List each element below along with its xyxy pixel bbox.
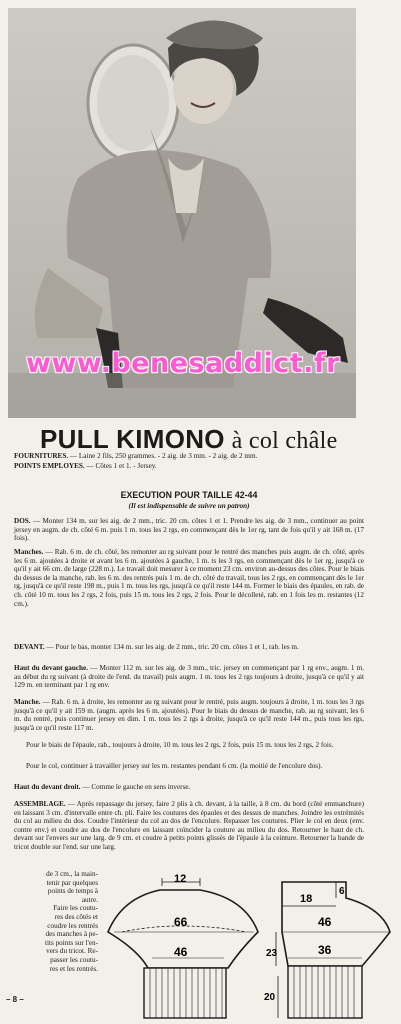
assemblage-continuation [14, 870, 98, 973]
patron-note: (Il est indispensable de suivre un patron) [128, 502, 250, 510]
manche-para [14, 698, 364, 732]
assemblage-line: des manches à pe- [45, 930, 98, 939]
points-label: POINTS EMPLOYES. [14, 462, 85, 470]
fournitures-text: — Laine 2 fils, 250 grammes. - 2 aig. de 3 mm. - 2 aig. de 2 mm. [68, 452, 258, 460]
assemblage-line: res et les rentrés. [49, 964, 98, 973]
fournitures-label: FOURNITURES. [14, 452, 69, 460]
pattern-diagram [100, 870, 396, 1020]
devant-para [14, 643, 364, 652]
assemblage-line: de 3 cm., la main- [46, 870, 98, 878]
haut-gauche-text: — Monter 112 m. sur les aig. de 3 mm., tric. jersey en commençant par 1 rg env., augm. 1 m. au début du rg suivant (à droite de l'end. du travail) puis augm. 1 m. tous les 2 rgs toujours à droite, jusqu'à ce qu'il y ait 129 m. en terminant par 1 rg env. [14, 664, 364, 690]
dim-rib-label: 20 [264, 992, 276, 1003]
dim-top-label: 12 [174, 873, 187, 885]
assemblage-line: res des côtés et [54, 912, 98, 921]
epaule-para: Pour le biais de l'épaule, rab., toujours à droite, 10 m. tous les 2 rgs, 2 fois, puis 15 m. tous les 2 rgs, 2 fois. [26, 741, 334, 749]
devant-label: DEVANT. [14, 643, 45, 651]
back-pattern [108, 873, 258, 1018]
dos-text: — Monter 134 m. sur les aig. de 2 mm., tric. 20 cm. côtes 1 et 1. Prendre les aig. de 3 mm., continuer au point jersey en augm. de ch. côté 6 m. puis 1 m. tous les 2 rgs, en commençant dès le 1er rg, tant de fois qu'il y ait 168 m. (17 fois). [14, 517, 364, 543]
points-para [14, 462, 364, 471]
manche-text: — Rab. 6 m. à droite, les remonter au rg suivant pour le rentré, puis augm. toujours à droite, 1 m. tous les 3 rgs jusqu'à ce qu'il y ait 159 m. (augm. après les 6 m. ajoutées). Pour le biais du dessus de manche, rab. au rg suivant, les 6 m. du rentré, puis continuer jersey en dim. 1 m. tous les 2 rgs à droite, jusqu'à ce qu'il reste 144 m., puis tous les rgs, jusqu'à ce qu'il reste 117 m. [14, 698, 364, 732]
execution-heading: EXECUTION POUR TAILLE 42-44 [120, 490, 258, 500]
fournitures-para [14, 452, 364, 461]
watermark-text: www.benesaddict.fr [26, 348, 340, 379]
manche-label: Manche. [14, 698, 41, 706]
assemblage-line: passer les coutu- [50, 955, 98, 964]
assemblage-line: points de temps à [47, 887, 98, 896]
assemblage-line: Faire les coutu- [53, 904, 98, 913]
assemblage-text: — Après repassage du jersey, faire 2 plis à ch. devant, à la taille, à 8 cm. du bord (côté emmanchure) en laissant 3 cm. d'intervalle entre ch. pli. Faire les coutures des épaules et des dessus de manches. Joindre les extrémités du col au milieu du dos. Coudre l'intérieur du col au dos de l'encolure. Repasser les coutures. Plier le col en deux (env. contre env.) et coudre au dos de l'encolure en laissant coïncider la couture au milieu du dos. Retourner le haut de ch. devant sur l'envers sur une larg. de 9 cm. et coudre à petits points glissés de l'épaule à la ceinture. Retourner la bande de tricot double sur l'end. sur une larg. [14, 800, 364, 851]
assemblage-line: tits points sur l'en- [44, 938, 98, 947]
assemblage-line: coudre les rentrés [47, 921, 98, 930]
dim-shoulder-label: 18 [300, 893, 313, 905]
dim-height-label: 23 [266, 948, 278, 959]
page-number: – 8 – [6, 995, 24, 1004]
dos-label: DOS. [14, 517, 31, 525]
title-rest: à col châle [231, 428, 338, 454]
dim-lower-label: 46 [174, 945, 188, 959]
page-title [40, 424, 338, 455]
haut-droit-para [14, 783, 364, 792]
col-para: Pour le col, continuer à travailler jersey sur les m. restantes pendant 6 cm. (la moitié de l'encolure dos). [26, 762, 323, 770]
points-text: — Côtes 1 et 1. - Jersey. [84, 462, 157, 470]
assemblage-line: autre. [81, 895, 98, 904]
assemblage-label: ASSEMBLAGE. [14, 800, 66, 808]
assemblage-line: vers du tricot. Re- [46, 947, 98, 956]
dim-width-label: 66 [174, 915, 188, 929]
haut-gauche-para [14, 664, 364, 690]
assemblage-line: tenir par quelques [46, 878, 98, 887]
devant-text: — Pour le bas, monter 134 m. sur les aig. de 2 mm., tric. 20 cm. côtes 1 et 1, rab. les m. [44, 643, 299, 651]
dim-neck-label: 6 [339, 886, 345, 897]
dim-front-width-label: 46 [318, 915, 332, 929]
haut-droit-text: — Comme le gauche en sens inverse. [80, 783, 191, 791]
manches-para [14, 548, 364, 608]
assemblage-para [14, 800, 364, 852]
haut-droit-label: Haut du devant droit. [14, 783, 81, 791]
manches-label: Manches. [14, 548, 44, 556]
manches-text: — Rab. 6 m. de ch. côté, les remonter au rg suivant pour le rentré des manches puis augm. de ch. côté, après les 6 m. ajoutées à droite et avant les 6 m. ajoutées à gauche, 1 m. ts les 3 rgs, en commençant dès le 1er rg, jusqu'à ce qu'il y ait 66 cm. de large (228 m.). Le travail doit mesurer à ce moment 23 cm. environ au-dessus des côtes. Pour le biais du dessus de la manche, rab. les 6 m. des rentrés puis 1 m. de ch. côté du travail, tous les 2 rgs, en commençant dès le 1er rg, jusqu'à ce qu'il reste 198 m., puis 1 m. tous les rgs, jusqu'à ce qu'il reste 144 m. Former le biais des épaules, en rab. de ch. côté 10 m. tous les 2 rgs, 2 fois, puis 15 m. tous les 2 rgs, 2 fois. Pour le décolleté, rab. en 1 fois les m. restantes (12 cm.). [14, 548, 364, 608]
haut-gauche-label: Haut du devant gauche. [14, 664, 89, 672]
front-pattern [264, 882, 390, 1018]
title-main: PULL KIMONO [40, 424, 225, 454]
dos-para [14, 517, 364, 543]
dim-front-lower-label: 36 [318, 943, 332, 957]
